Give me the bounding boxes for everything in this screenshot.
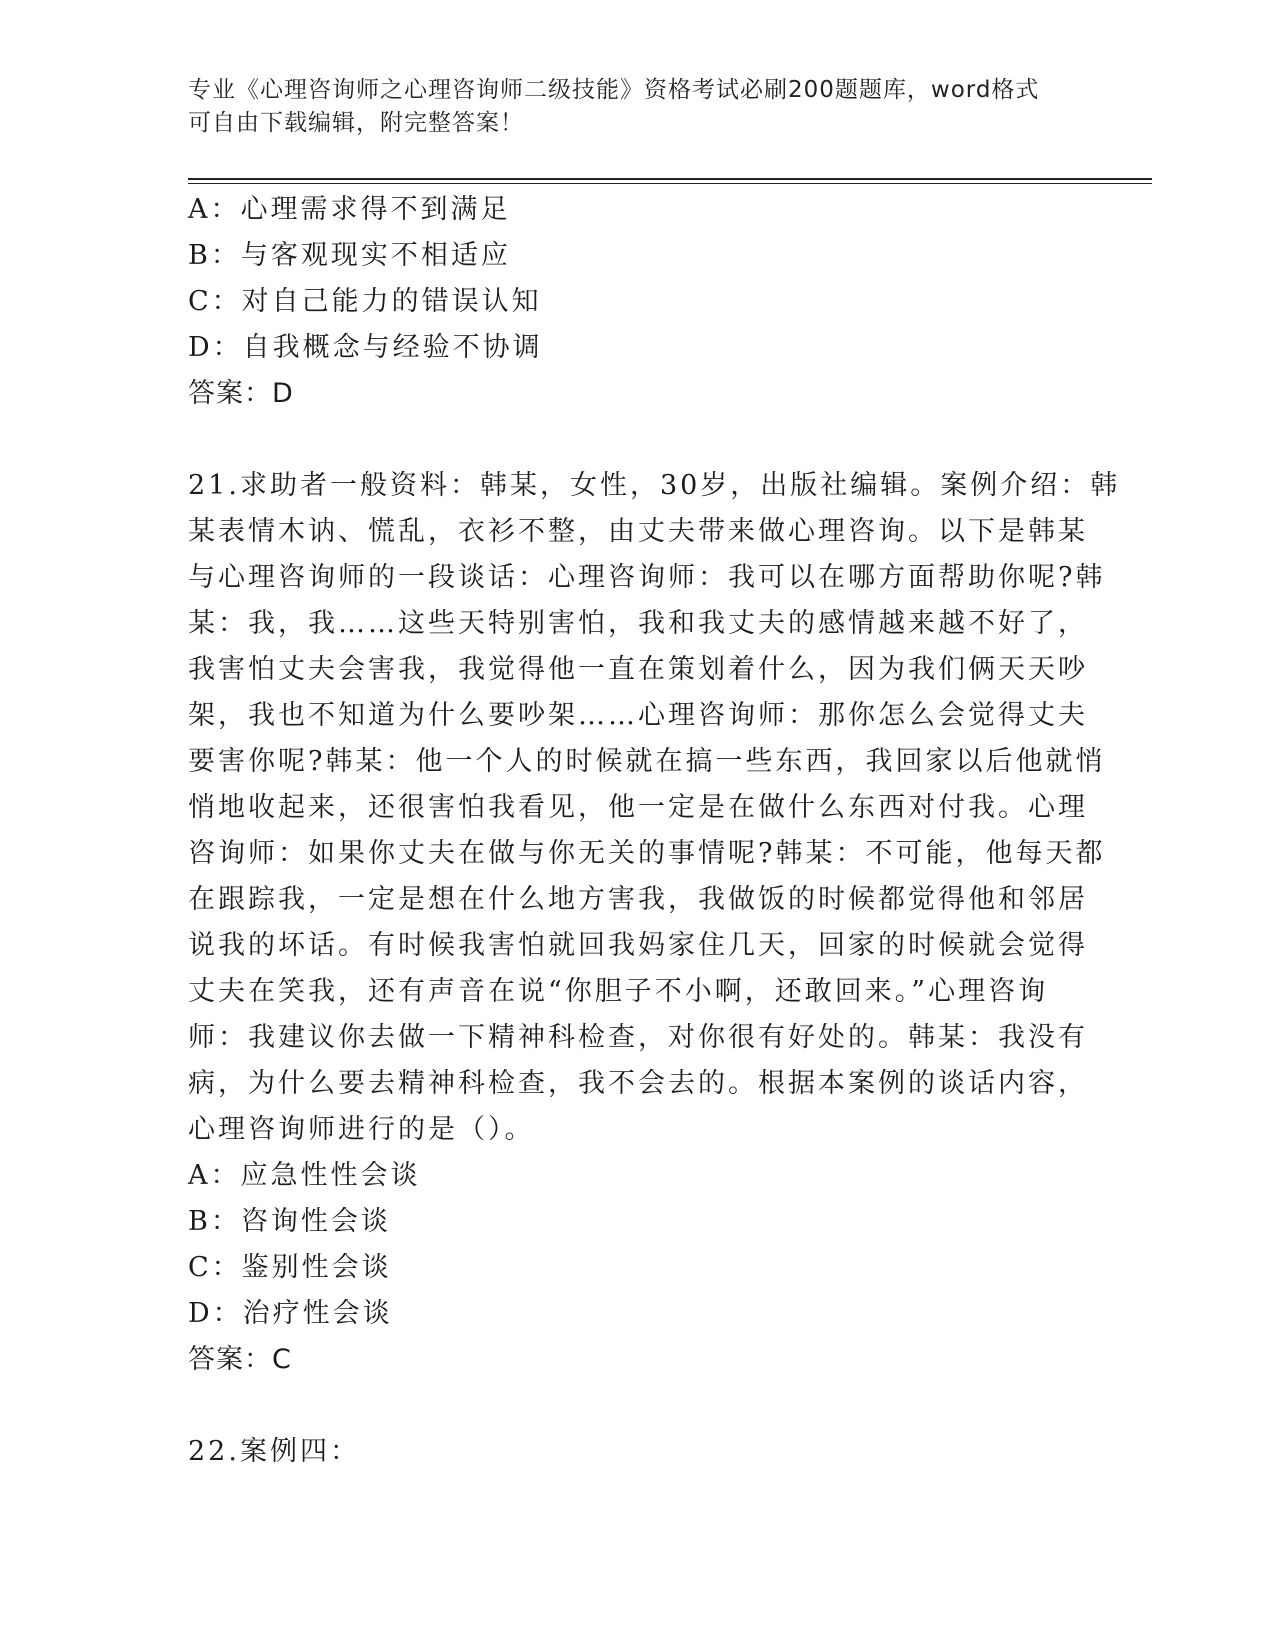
option-c: C：鉴别性会谈 [188,1252,392,1283]
option-b: B：与客观现实不相适应 [188,240,511,271]
question-20-answer: 答案：D [188,378,294,409]
question-line: 在跟踪我，一定是想在什么地方害我，我做饭的时候都觉得他和邻居 [188,884,1088,915]
option-b: B：咨询性会谈 [188,1206,391,1237]
question-line: 丈夫在笑我，还有声音在说“你胆子不小啊，还敢回来。”心理咨询 [188,976,1049,1007]
question-line: 与心理咨询师的一段谈话：心理咨询师：我可以在哪方面帮助你呢?韩 [188,562,1106,593]
question-line: 某表情木讷、慌乱，衣衫不整，由丈夫带来做心理咨询。以下是韩某 [188,516,1088,547]
header-line-1: 专业《心理咨询师之心理咨询师二级技能》资格考试必刷200题题库，word格式 [188,77,1040,103]
question-21-answer: 答案：C [188,1344,292,1375]
question-20-options [188,187,1088,371]
question-21-options [188,1153,1088,1337]
spacer [188,417,1088,463]
question-22-title: 22.案例四： [188,1436,360,1467]
question-line: 要害你呢?韩某：他一个人的时候就在搞一些东西，我回家以后他就悄 [188,746,1106,777]
question-line: 说我的坏话。有时候我害怕就回我妈家住几天，回家的时候就会觉得 [188,930,1088,961]
document-body [188,187,1121,1475]
question-line: 我害怕丈夫会害我，我觉得他一直在策划着什么，因为我们俩天天吵 [188,654,1088,685]
header-line-2: 可自由下载编辑，附完整答案！ [188,110,524,136]
question-line: 某：我，我……这些天特别害怕，我和我丈夫的感情越来越不好了， [188,608,1088,639]
question-line: 师：我建议你去做一下精神科检查，对你很有好处的。韩某：我没有 [188,1022,1088,1053]
header-rule-thin [188,183,1152,184]
option-c: C：对自己能力的错误认知 [188,286,542,317]
spacer [188,1383,1088,1429]
question-line: 心理咨询师进行的是（）。 [188,1114,535,1145]
option-a: A：应急性性会谈 [188,1160,421,1191]
page-header [188,74,1088,140]
question-line: 悄地收起来，还很害怕我看见，他一定是在做什么东西对付我。心理 [188,792,1088,823]
option-a: A：心理需求得不到满足 [188,194,511,225]
option-d: D：治疗性会谈 [188,1298,393,1329]
question-21-stem [188,463,1121,1153]
header-rule-thick [188,178,1152,180]
question-line: 架，我也不知道为什么要吵架……心理咨询师：那你怎么会觉得丈夫 [188,700,1088,731]
question-line: 21.求助者一般资料：韩某，女性，30岁，出版社编辑。案例介绍：韩 [188,470,1121,501]
question-line: 咨询师：如果你丈夫在做与你无关的事情呢?韩某：不可能，他每天都 [188,838,1106,869]
question-line: 病，为什么要去精神科检查，我不会去的。根据本案例的谈话内容， [188,1068,1088,1099]
option-d: D：自我概念与经验不协调 [188,332,543,363]
